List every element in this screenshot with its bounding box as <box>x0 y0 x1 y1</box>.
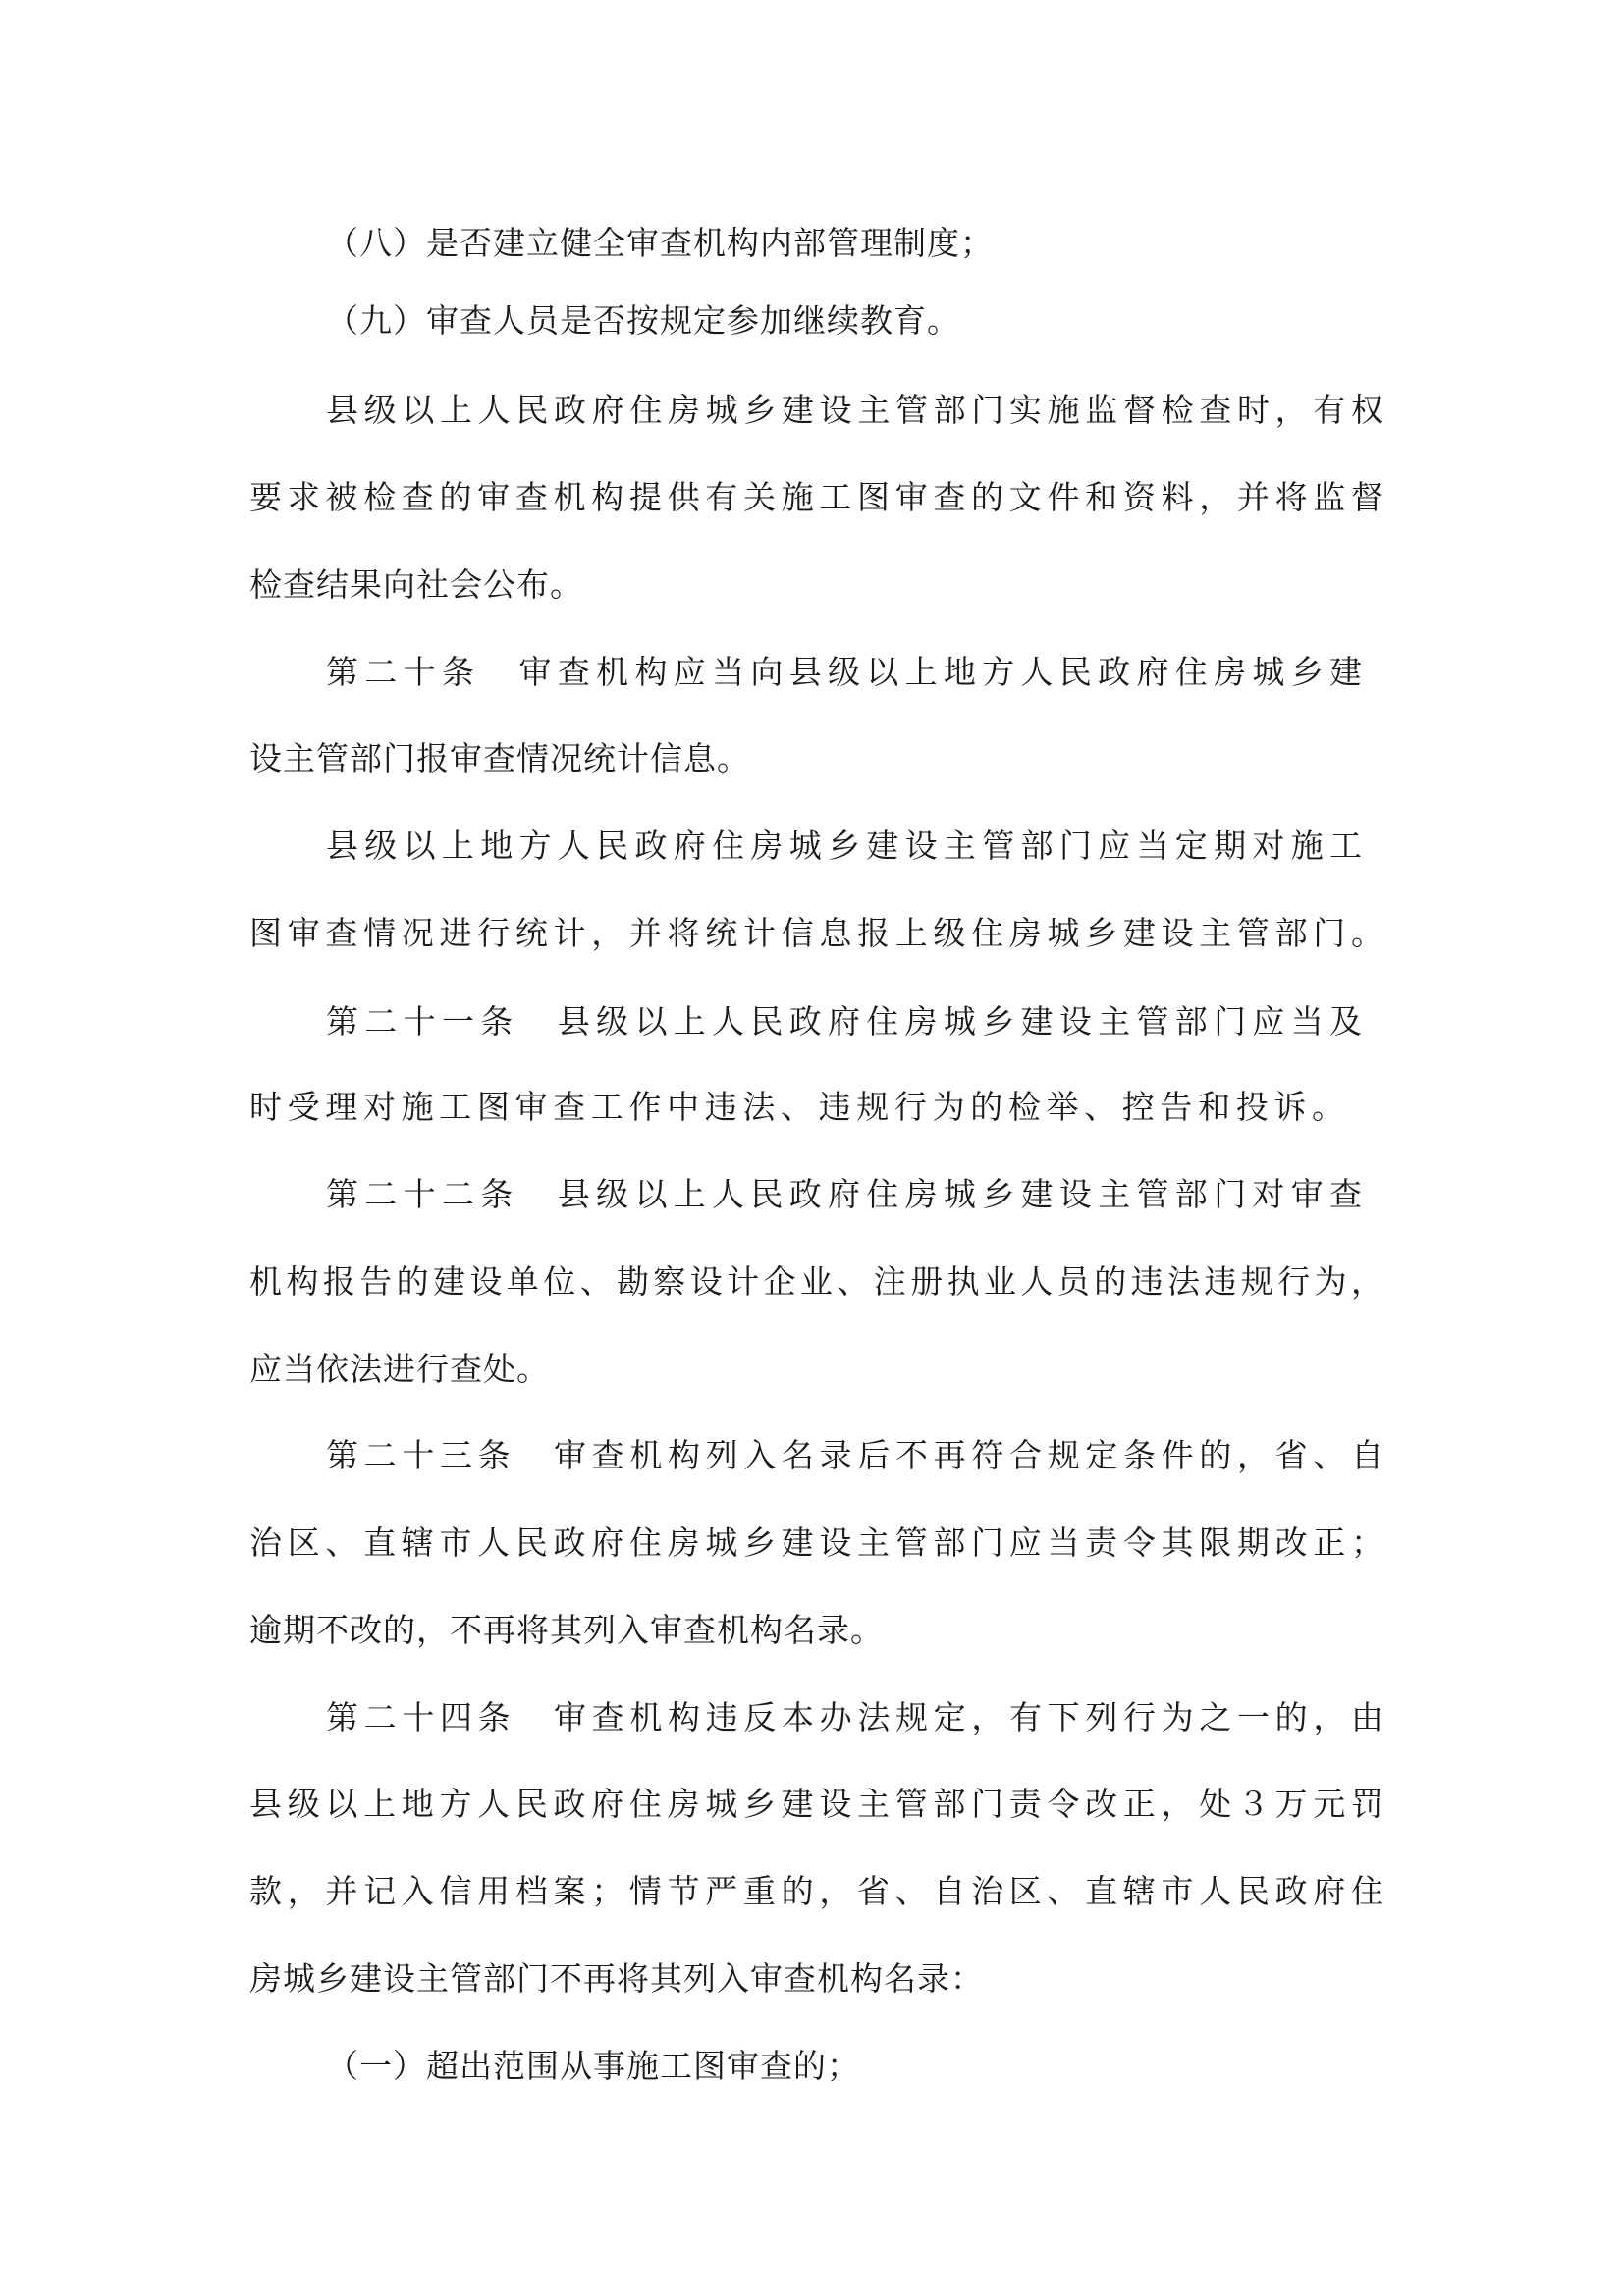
line-text: 第二十条 审查机构应当向县级以上地方人民政府住房城乡建 <box>326 653 1363 691</box>
line-text: 逾期不改的，不再将其列入审查机构名录。 <box>249 1611 884 1649</box>
line-text: 房城乡建设主管部门不再将其列入审查机构名录： <box>249 1959 984 1998</box>
line-text: 机构报告的建设单位、勘察设计企业、注册执业人员的违法违规行为， <box>249 1262 1384 1301</box>
line-text: 检查结果向社会公布。 <box>249 565 583 604</box>
line-text: 时受理对施工图审查工作中违法、违规行为的检举、控告和投诉。 <box>249 1088 1345 1126</box>
line-text: 设主管部门报审查情况统计信息。 <box>249 739 750 777</box>
line-text: 县级以上地方人民政府住房城乡建设主管部门应当定期对施工 <box>326 827 1363 865</box>
line-text: 治区、直辖市人民政府住房城乡建设主管部门应当责令其限期改正； <box>249 1523 1384 1562</box>
line-text: （九）审查人员是否按规定参加继续教育。 <box>326 301 960 340</box>
line-text: 图审查情况进行统计，并将统计信息报上级住房城乡建设主管部门。 <box>249 914 1384 952</box>
line-text: 第二十三条 审查机构列入名录后不再符合规定条件的，省、自 <box>326 1436 1384 1474</box>
line-text: 要求被检查的审查机构提供有关施工图审查的文件和资料，并将监督 <box>249 478 1384 516</box>
line-text: 第二十一条 县级以上人民政府住房城乡建设主管部门应当及 <box>326 1002 1363 1041</box>
line-text: 第二十四条 审查机构违反本办法规定，有下列行为之一的，由 <box>326 1698 1384 1736</box>
line-text: （一）超出范围从事施工图审查的； <box>326 2047 860 2085</box>
line-text: （八）是否建立健全审查机构内部管理制度； <box>326 224 994 262</box>
line-text: 款，并记入信用档案；情节严重的，省、自治区、直辖市人民政府住 <box>249 1872 1384 1910</box>
line-text: 县级以上人民政府住房城乡建设主管部门实施监督检查时，有权 <box>326 391 1384 429</box>
line-text: 县级以上地方人民政府住房城乡建设主管部门责令改正，处３万元罚 <box>249 1785 1384 1823</box>
line-text: 第二十二条 县级以上人民政府住房城乡建设主管部门对审查 <box>326 1175 1363 1213</box>
line-text: 应当依法进行查处。 <box>249 1350 550 1388</box>
